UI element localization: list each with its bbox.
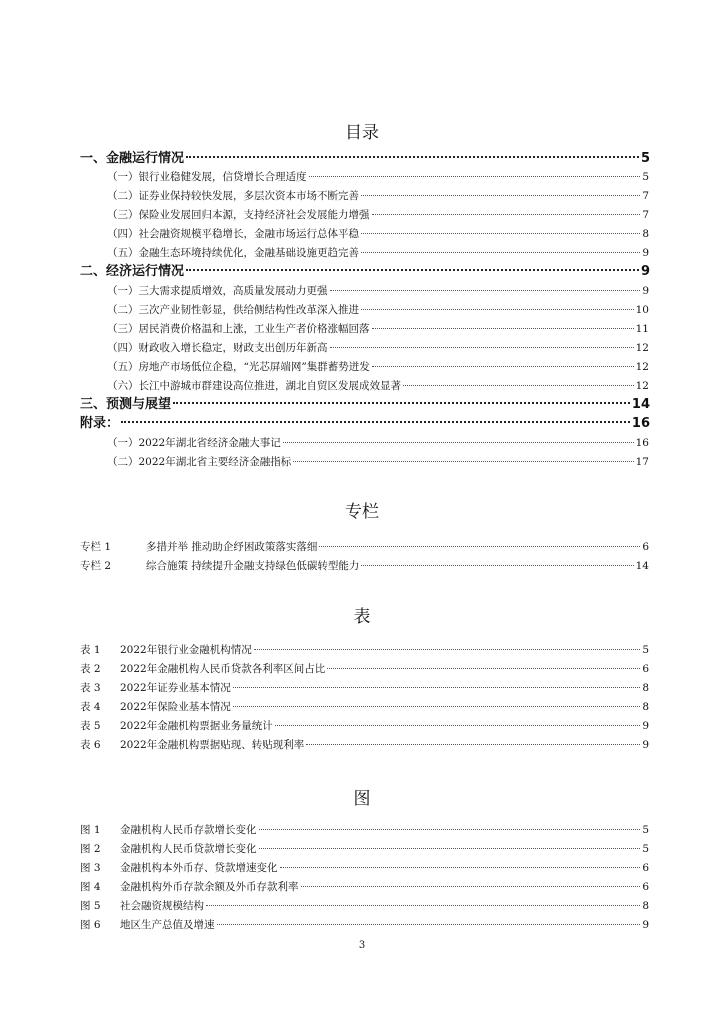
toc-entry[interactable] — [107, 246, 649, 260]
toc-entry-label: （一）三大需求提质增效，高质量发展动力更强 — [107, 285, 328, 297]
dot-leader — [361, 308, 634, 310]
figure-entry-page: 9 — [642, 919, 649, 931]
toc-entry-label: 二、经济运行情况 — [80, 264, 185, 279]
figure-entry-label: 金融机构本外币存、贷款增速变化 — [120, 862, 278, 874]
tables-title: 表 — [353, 607, 371, 627]
figure-entry-prefix: 图 5 — [80, 900, 101, 912]
figure-entry-label: 社会融资规模结构 — [120, 900, 204, 912]
toc-entry[interactable] — [107, 284, 649, 298]
dot-leader — [372, 213, 641, 215]
dot-leader — [186, 155, 639, 158]
toc-entry[interactable] — [80, 396, 650, 413]
toc-entry-page: 16 — [631, 416, 650, 431]
figure-entry-label: 金融机构外币存款余额及外币存款利率 — [120, 881, 299, 893]
table-entry-label: 2022年金融机构人民币贷款各利率区间占比 — [120, 663, 326, 675]
table-entry[interactable] — [80, 700, 649, 714]
toc-entry[interactable] — [107, 341, 649, 355]
toc-entry-label: （一）银行业稳健发展，信贷增长合理适度 — [107, 171, 307, 183]
table-entry-page: 8 — [642, 701, 649, 713]
column-entry-prefix: 专栏 2 — [80, 560, 112, 572]
toc-entry-label: （四）财政收入增长稳定，财政支出创历年新高 — [107, 342, 328, 354]
table-entry-label: 2022年金融机构票据贴现、转贴现利率 — [120, 739, 305, 751]
dot-leader — [259, 828, 641, 830]
dot-leader — [372, 327, 634, 329]
dot-leader — [217, 923, 641, 925]
page-number: 3 — [358, 940, 366, 951]
toc-entry-page: 12 — [635, 380, 649, 392]
toc-entry[interactable] — [107, 322, 649, 336]
columns-title: 专栏 — [345, 502, 379, 522]
toc-entry-page: 8 — [642, 228, 649, 240]
dot-leader — [283, 441, 634, 443]
dot-leader — [403, 384, 634, 386]
toc-entry-page: 9 — [640, 264, 650, 279]
dot-leader — [254, 648, 641, 650]
dot-leader — [309, 175, 641, 177]
toc-entry[interactable] — [107, 360, 649, 374]
table-entry-page: 5 — [642, 644, 649, 656]
table-entry-label: 2022年保险业基本情况 — [120, 701, 231, 713]
toc-entry-page: 12 — [635, 361, 649, 373]
toc-entry[interactable] — [80, 263, 650, 280]
table-entry[interactable] — [80, 719, 649, 733]
table-entry-prefix: 表 4 — [80, 701, 101, 713]
figure-entry-prefix: 图 2 — [80, 843, 101, 855]
table-entry-prefix: 表 3 — [80, 682, 101, 694]
toc-entry-page: 12 — [635, 342, 649, 354]
dot-leader — [361, 564, 633, 566]
column-entry-prefix: 专栏 1 — [80, 541, 112, 553]
figure-entry[interactable] — [80, 899, 649, 913]
table-entry-prefix: 表 1 — [80, 644, 101, 656]
figure-entry-label: 地区生产总值及增速 — [120, 919, 215, 931]
toc-entry[interactable] — [80, 150, 650, 167]
toc-entry-label: （一）2022年湖北省经济金融大事记 — [107, 437, 281, 449]
toc-entry[interactable] — [107, 436, 649, 450]
toc-entry[interactable] — [107, 227, 649, 241]
dot-leader — [301, 885, 641, 887]
table-entry-page: 8 — [642, 682, 649, 694]
dot-leader — [275, 724, 641, 726]
figure-entry[interactable] — [80, 861, 649, 875]
toc-entry[interactable] — [107, 379, 649, 393]
toc-entry-page: 5 — [642, 171, 649, 183]
dot-leader — [330, 346, 634, 348]
toc-entry-label: （二）2022年湖北省主要经济金融指标 — [107, 456, 292, 468]
toc-entry-page: 11 — [635, 323, 649, 335]
figure-entry-prefix: 图 1 — [80, 824, 101, 836]
dot-leader — [361, 232, 640, 234]
toc-entry-page: 16 — [635, 437, 649, 449]
table-entry-prefix: 表 2 — [80, 663, 101, 675]
figure-entry-page: 6 — [642, 881, 649, 893]
figures-title: 图 — [353, 789, 371, 809]
dot-leader — [361, 194, 640, 196]
dot-leader — [319, 545, 640, 547]
column-entry-label: 多措并举 推动助企纾困政策落实落细 — [146, 541, 318, 553]
table-entry-prefix: 表 5 — [80, 720, 101, 732]
dot-leader — [330, 289, 641, 291]
figure-entry-page: 8 — [642, 900, 649, 912]
toc-entry-label: （二）证券业保持较快发展，多层次资本市场不断完善 — [107, 190, 359, 202]
dot-leader — [121, 420, 630, 423]
table-entry-page: 9 — [642, 739, 649, 751]
table-entry[interactable] — [80, 643, 649, 657]
toc-entry-page: 10 — [635, 304, 649, 316]
toc-entry-label: （六）长江中游城市群建设高位推进，湖北自贸区发展成效显著 — [107, 380, 401, 392]
figure-entry[interactable] — [80, 880, 649, 894]
toc-entry[interactable] — [80, 415, 650, 432]
figure-entry[interactable] — [80, 918, 649, 932]
toc-entry-label: 三、预测与展望 — [80, 397, 172, 412]
toc-entry-page: 14 — [631, 397, 650, 412]
table-entry-label: 2022年金融机构票据业务量统计 — [120, 720, 273, 732]
toc-title: 目录 — [345, 123, 379, 143]
toc-entry[interactable] — [107, 208, 649, 222]
table-entry[interactable] — [80, 662, 649, 676]
dot-leader — [293, 460, 633, 462]
figure-entry-prefix: 图 6 — [80, 919, 101, 931]
table-entry-label: 2022年证券业基本情况 — [120, 682, 231, 694]
column-entry[interactable] — [80, 540, 649, 554]
figure-entry[interactable] — [80, 842, 649, 856]
table-entry-page: 9 — [642, 720, 649, 732]
toc-entry-page: 9 — [642, 247, 649, 259]
toc-entry[interactable] — [107, 189, 649, 203]
toc-entry-label: 附录： — [80, 416, 120, 431]
dot-leader — [233, 705, 641, 707]
column-entry-page: 14 — [635, 560, 649, 572]
dot-leader — [306, 743, 640, 745]
figure-entry-page: 5 — [642, 843, 649, 855]
figure-entry-label: 金融机构人民币贷款增长变化 — [120, 843, 257, 855]
dot-leader — [372, 365, 634, 367]
table-entry[interactable] — [80, 681, 649, 695]
dot-leader — [361, 251, 640, 253]
toc-entry-label: （五）金融生态环境持续优化，金融基础设施更趋完善 — [107, 247, 359, 259]
dot-leader — [280, 866, 641, 868]
toc-entry-label: （四）社会融资规模平稳增长，金融市场运行总体平稳 — [107, 228, 359, 240]
figure-entry-prefix: 图 3 — [80, 862, 101, 874]
toc-entry-label: （二）三次产业韧性彰显，供给侧结构性改革深入推进 — [107, 304, 359, 316]
figure-entry-prefix: 图 4 — [80, 881, 101, 893]
toc-entry-label: （五）房地产市场低位企稳，“光芯屏端网”集群蓄势迸发 — [107, 361, 370, 373]
dot-leader — [173, 401, 630, 404]
dot-leader — [206, 904, 640, 906]
dot-leader — [327, 667, 640, 669]
figure-entry[interactable] — [80, 823, 649, 837]
toc-entry[interactable] — [107, 303, 649, 317]
toc-entry[interactable] — [107, 455, 649, 469]
toc-entry-label: 一、金融运行情况 — [80, 151, 185, 166]
dot-leader — [186, 268, 639, 271]
toc-entry-label: （三）保险业发展回归本源，支持经济社会发展能力增强 — [107, 209, 370, 221]
column-entry-page: 6 — [642, 541, 649, 553]
column-entry-label: 综合施策 持续提升金融支持绿色低碳转型能力 — [146, 560, 360, 572]
figure-entry-page: 5 — [642, 824, 649, 836]
toc-entry[interactable] — [107, 170, 649, 184]
figure-entry-page: 6 — [642, 862, 649, 874]
toc-entry-page: 5 — [640, 151, 650, 166]
toc-entry-label: （三）居民消费价格温和上涨，工业生产者价格涨幅回落 — [107, 323, 370, 335]
column-entry[interactable] — [80, 559, 649, 573]
toc-entry-page: 7 — [642, 190, 649, 202]
dot-leader — [233, 686, 641, 688]
table-entry-prefix: 表 6 — [80, 739, 101, 751]
toc-entry-page: 7 — [642, 209, 649, 221]
dot-leader — [259, 847, 641, 849]
table-entry-label: 2022年银行业金融机构情况 — [120, 644, 252, 656]
figure-entry-label: 金融机构人民币存款增长变化 — [120, 824, 257, 836]
table-entry-page: 6 — [642, 663, 649, 675]
toc-entry-page: 17 — [635, 456, 649, 468]
toc-entry-page: 9 — [642, 285, 649, 297]
table-entry[interactable] — [80, 738, 649, 752]
